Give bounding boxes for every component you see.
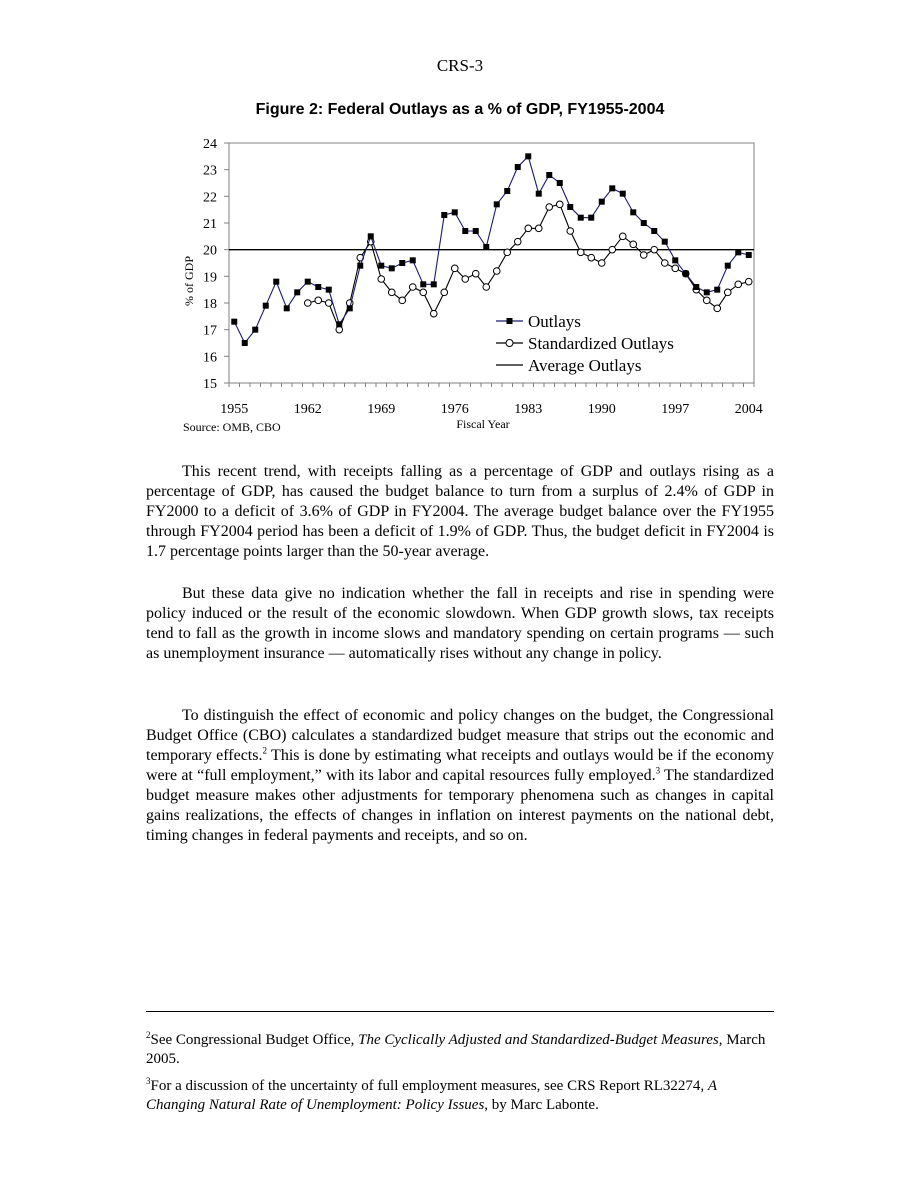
- standardized-outlays-point: [388, 289, 395, 296]
- standardized-outlays-point: [735, 281, 742, 288]
- outlays-point: [651, 228, 657, 234]
- footnote-ref-2[interactable]: 2: [262, 745, 267, 756]
- standardized-outlays-point: [672, 265, 679, 272]
- standardized-outlays-point: [598, 260, 605, 267]
- outlays-point: [525, 153, 531, 159]
- y-tick-label: 23: [203, 163, 217, 179]
- legend-standardized-marker: [506, 340, 513, 347]
- standardized-outlays-point: [514, 238, 521, 245]
- outlays-point: [231, 319, 237, 325]
- outlays-point: [630, 209, 636, 215]
- outlays-point: [746, 252, 752, 258]
- outlays-point: [294, 289, 300, 295]
- standardized-outlays-point: [724, 289, 731, 296]
- standardized-outlays-point: [577, 249, 584, 256]
- legend-outlays: Outlays: [528, 312, 581, 331]
- standardized-outlays-point: [430, 310, 437, 317]
- y-tick-label: 15: [203, 377, 217, 392]
- standardized-outlays-point: [567, 228, 574, 235]
- outlays-point: [735, 249, 741, 255]
- outlays-point: [378, 263, 384, 269]
- outlays-point: [546, 172, 552, 178]
- outlays-point: [242, 340, 248, 346]
- outlays-point: [452, 209, 458, 215]
- footnote-2: [146, 1031, 774, 1069]
- x-tick-label: 1990: [587, 402, 616, 417]
- outlays-point: [609, 185, 615, 191]
- footnote-3-title: A Changing Natural Rate of Unemployment: Policy Issues: [146, 1078, 717, 1113]
- outlays-point: [357, 263, 363, 269]
- standardized-outlays-point: [525, 225, 532, 232]
- y-tick-label: 22: [203, 190, 217, 206]
- standardized-outlays-point: [630, 241, 637, 248]
- standardized-outlays-point: [378, 276, 385, 283]
- outlays-point: [714, 287, 720, 293]
- outlays-point: [693, 284, 699, 290]
- outlays-point: [494, 201, 500, 207]
- outlays-point: [641, 220, 647, 226]
- y-tick-label: 20: [203, 243, 217, 259]
- outlays-point: [368, 233, 374, 239]
- outlays-point: [389, 265, 395, 271]
- y-axis: [203, 137, 229, 392]
- standardized-outlays-point: [661, 260, 668, 267]
- outlays-point: [347, 305, 353, 311]
- footnote-2-title: The Cyclically Adjusted and Standardized-Budget Measures: [358, 1032, 719, 1048]
- page-header: CRS-3: [436, 56, 484, 75]
- y-tick-label: 16: [203, 350, 217, 366]
- x-tick-label: 1976: [440, 402, 469, 417]
- outlays-point: [536, 191, 542, 197]
- standardized-outlays-point: [745, 278, 752, 285]
- footnote-2-number: 2: [146, 1030, 151, 1040]
- footnote-ref-3[interactable]: 3: [655, 765, 661, 776]
- legend-average-outlays: Average Outlays: [528, 356, 642, 375]
- outlays-point: [557, 180, 563, 186]
- paragraph-3: [146, 706, 774, 846]
- outlays-point: [504, 188, 510, 194]
- footnote-3-pre: For a discussion of the uncertainty of full employment measures, see CRS Report RL32274,: [150, 1078, 708, 1094]
- footnote-2-post: , March 2005.: [146, 1032, 766, 1067]
- outlays-point: [620, 191, 626, 197]
- outlays-point: [431, 281, 437, 287]
- outlays-point: [263, 303, 269, 309]
- outlays-point: [662, 239, 668, 245]
- standardized-outlays-point: [483, 284, 490, 291]
- x-tick-label: 1969: [367, 402, 396, 417]
- legend-standardized-outlays: Standardized Outlays: [528, 334, 674, 353]
- outlays-point: [399, 260, 405, 266]
- paragraph-3-part-1: To distinguish the effect of economic and policy changes on the budget, the Congressional Budget Office (CBO) calculates a standardized budget measure that strips out the economic and temporary effects.: [146, 707, 774, 764]
- outlays-point: [473, 228, 479, 234]
- figure-title: Figure 2: Federal Outlays as a % of GDP, FY1955-2004: [255, 101, 665, 118]
- standardized-outlays-point: [336, 326, 343, 333]
- y-tick-label: 18: [203, 297, 217, 312]
- standardized-outlays-point: [441, 289, 448, 296]
- standardized-outlays-point: [546, 204, 553, 211]
- footnote-3-post: , by Marc Labonte.: [484, 1097, 599, 1113]
- x-tick-label: 1983: [514, 402, 543, 417]
- x-axis: [220, 383, 763, 417]
- x-tick-label: 1962: [293, 402, 322, 417]
- outlays-point: [672, 257, 678, 263]
- x-tick-label: 1955: [220, 402, 249, 417]
- outlays-point: [420, 281, 426, 287]
- outlays-point: [683, 271, 689, 277]
- x-axis-label: Fiscal Year: [456, 417, 510, 431]
- y-tick-label: 17: [203, 323, 217, 339]
- paragraph-3-part-3: The standardized budget measure makes other adjustments for temporary phenomena such as changes in capital gains realizations, the effects of changes in inflation on interest payments on the national debt, timing changes in federal payments and receipts, and so on.: [146, 767, 774, 844]
- standardized-outlays-point: [640, 252, 647, 259]
- standardized-outlays-point: [325, 300, 332, 307]
- outlays-point: [515, 164, 521, 170]
- outlays-point: [315, 284, 321, 290]
- footnote-3: [146, 1077, 774, 1115]
- standardized-outlays-point: [714, 305, 721, 312]
- standardized-outlays-point: [651, 246, 658, 253]
- x-tick-label: 1997: [661, 402, 690, 417]
- standardized-outlays-point: [399, 297, 406, 304]
- standardized-outlays-point: [619, 233, 626, 240]
- y-axis-label: % of GDP: [182, 256, 196, 306]
- paragraph-3-part-2: This is done by estimating what receipts and outlays would be if the economy were at “full employment,” with its labor and capital resources fully employed.: [146, 747, 775, 784]
- y-tick-label: 21: [203, 217, 217, 232]
- outlays-line-chart: [0, 0, 920, 440]
- outlays-point: [252, 327, 258, 333]
- standardized-outlays-point: [703, 297, 710, 304]
- standardized-outlays-point: [315, 297, 322, 304]
- x-tick-label: 2004: [734, 402, 763, 417]
- legend: [483, 306, 705, 378]
- standardized-outlays-point: [535, 225, 542, 232]
- standardized-outlays-point: [451, 265, 458, 272]
- outlays-point: [578, 215, 584, 221]
- paragraph-1-text: This recent trend, with receipts falling as a percentage of GDP and outlays rising as a percentage of GDP, has caused the budget balance to turn from a surplus of 2.4% of GDP in FY2000 to a deficit of 3.6% of GDP in FY2004. The average budget balance over the FY1955 through FY2004 period has been a deficit of 1.9% of GDP. Thus, the budget deficit in FY2004 is 1.7 percentage points larger than the 50-year average.: [146, 463, 774, 560]
- standardized-outlays-point: [462, 276, 469, 283]
- standardized-outlays-point: [504, 249, 511, 256]
- footnote-3-number: 3: [146, 1076, 151, 1086]
- outlays-point: [441, 212, 447, 218]
- footnote-divider: [146, 1011, 774, 1012]
- standardized-outlays-point: [609, 246, 616, 253]
- paragraph-2-text: But these data give no indication whether the fall in receipts and rise in spending were policy induced or the result of the economic slowdown. When GDP growth slows, tax receipts tend to fall as the growth in income slows and mandatory spending on certain programs — such as unemployment insurance — automatically rises without any change in policy.: [146, 585, 774, 662]
- standardized-outlays-point: [409, 284, 416, 291]
- outlays-point: [483, 244, 489, 250]
- outlays-point: [305, 279, 311, 285]
- outlays-point: [326, 287, 332, 293]
- outlays-point: [462, 228, 468, 234]
- paragraph-1: [146, 462, 774, 562]
- outlays-point: [410, 257, 416, 263]
- y-tick-label: 24: [203, 137, 217, 152]
- standardized-outlays-point: [493, 268, 500, 275]
- outlays-point: [336, 321, 342, 327]
- outlays-point: [284, 305, 290, 311]
- figure-source: Source: OMB, CBO: [183, 420, 281, 434]
- paragraph-2: [146, 584, 774, 664]
- standardized-outlays-point: [304, 300, 311, 307]
- outlays-point: [725, 263, 731, 269]
- standardized-outlays-point: [588, 254, 595, 261]
- standardized-outlays-point: [420, 289, 427, 296]
- standardized-outlays-point: [556, 201, 563, 208]
- footnote-2-pre: See Congressional Budget Office,: [150, 1032, 359, 1048]
- outlays-point: [704, 289, 710, 295]
- standardized-outlays-point: [472, 270, 479, 277]
- outlays-point: [588, 215, 594, 221]
- legend-outlays-marker: [507, 318, 513, 324]
- outlays-point: [567, 204, 573, 210]
- outlays-point: [599, 199, 605, 205]
- y-tick-label: 19: [203, 270, 217, 286]
- outlays-point: [273, 279, 279, 285]
